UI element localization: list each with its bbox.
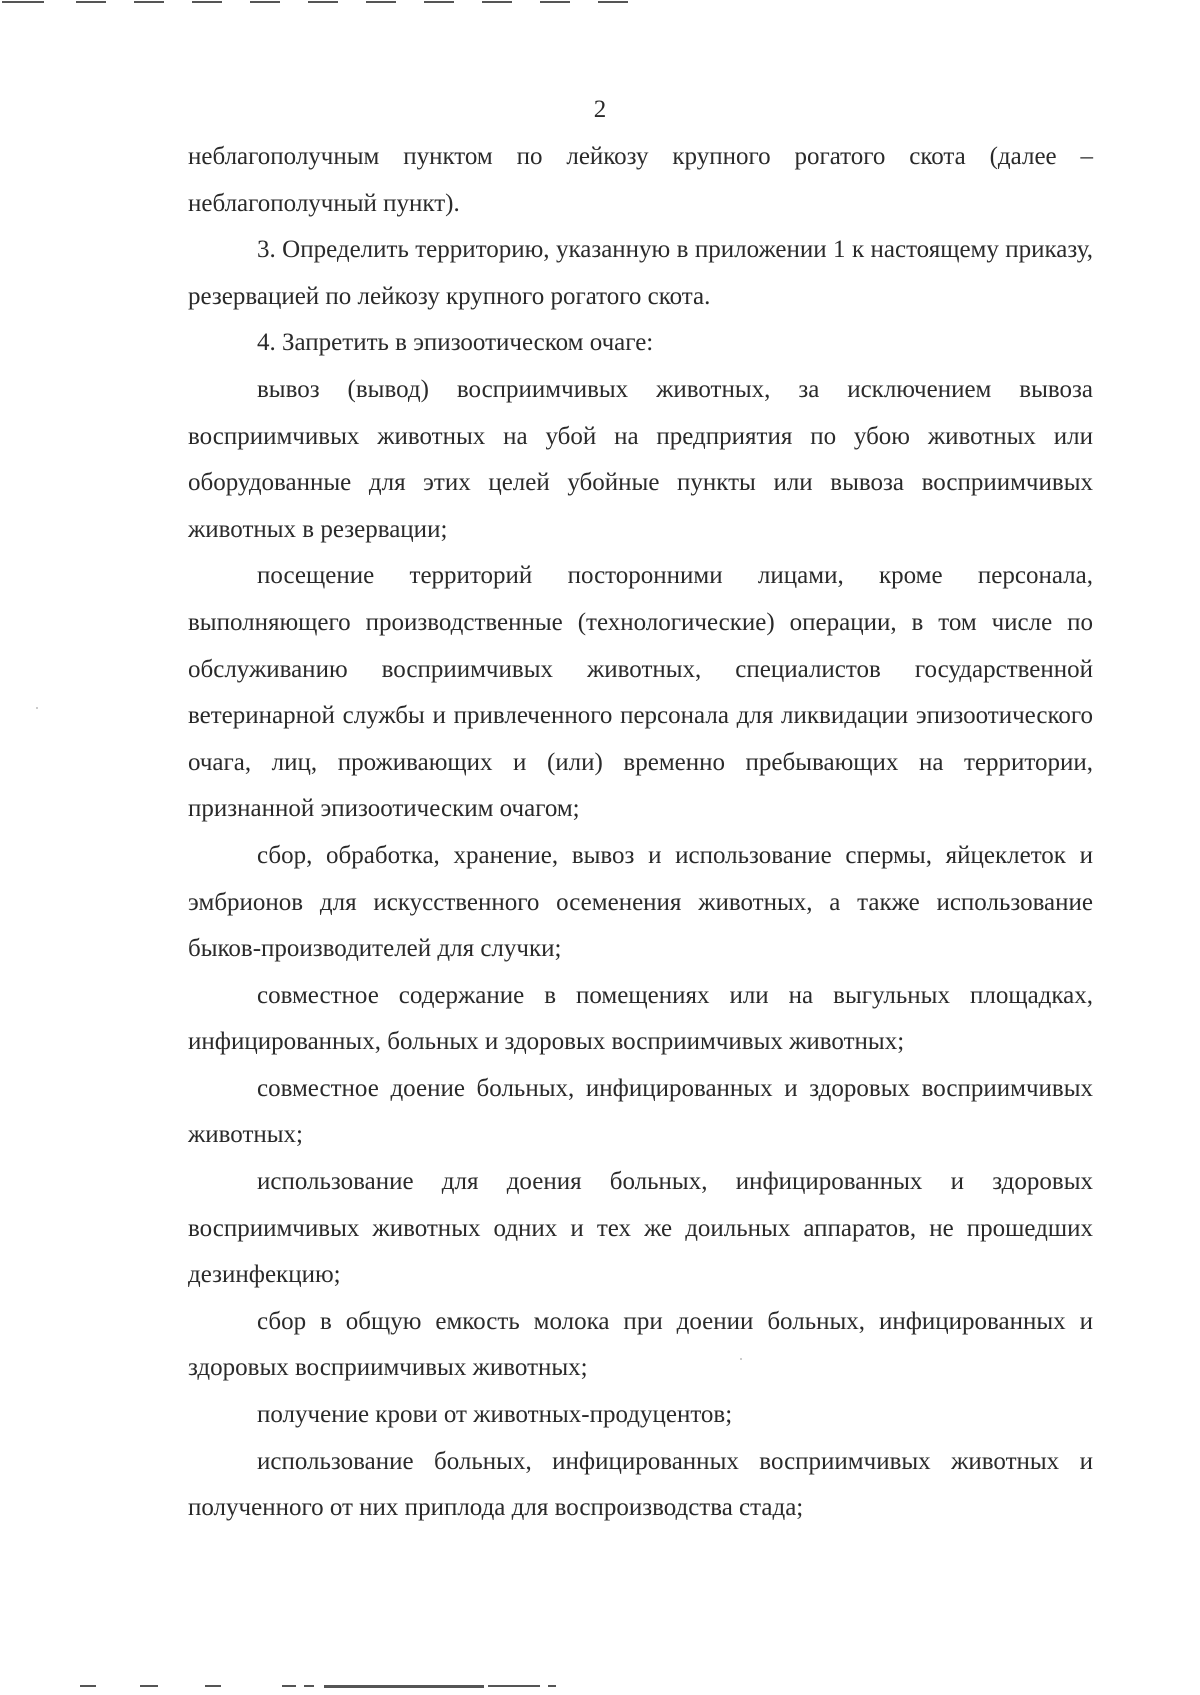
- paragraph-prohibition: совместное доение больных, инфицированных и здоровых восприимчивых животных;: [188, 1074, 1093, 1149]
- scan-dash: [134, 1, 164, 3]
- scan-dash: [482, 1, 512, 3]
- scan-dash: [140, 1685, 158, 1687]
- scan-dash: [598, 1, 628, 3]
- scan-dash: [366, 1, 396, 3]
- scan-bottom-edge-marks: [0, 1683, 600, 1689]
- scan-dash: [324, 1685, 484, 1688]
- paragraph-prohibition: получение крови от животных-продуцентов;: [257, 1401, 733, 1429]
- paragraph-prohibition: вывоз (вывод) восприимчивых животных, за исключением вывоза восприимчивых животных на убой на предприятия по убою животных или оборудованные для этих целей убойные пункты или вывоза восприимчивых животных в резервации;: [188, 375, 1093, 543]
- scan-dash: [304, 1685, 314, 1687]
- paragraph-item-4: 4. Запретить в эпизоотическом очаге:: [257, 329, 654, 357]
- scan-dash: [488, 1685, 540, 1687]
- scan-dash: [540, 1, 570, 3]
- document-body: [188, 134, 1093, 1532]
- paragraph-prohibition: сбор, обработка, хранение, вывоз и использование спермы, яйцеклеток и эмбрионов для искусственного осеменения животных, а также использование быков-производителей для случки;: [188, 841, 1093, 963]
- paragraph-prohibition: совместное содержание в помещениях или на выгульных площадках, инфицированных, больных и здоровых восприимчивых животных;: [188, 981, 1093, 1056]
- paragraph-item-3: 3. Определить территорию, указанную в приложении 1 к настоящему приказу, резервацией по лейкозу крупного рогатого скота.: [188, 236, 1093, 310]
- scan-dash: [282, 1685, 296, 1687]
- scan-dash: [192, 1, 222, 3]
- scan-dash: [80, 1685, 96, 1687]
- scan-dash: [205, 1685, 221, 1687]
- scan-dash: [548, 1685, 556, 1687]
- scan-dash: [76, 1, 106, 3]
- scan-top-edge-marks: [0, 0, 680, 4]
- scan-dash: [308, 1, 338, 3]
- paragraph-prohibition: сбор в общую емкость молока при доении больных, инфицированных и здоровых восприимчивых животных;: [188, 1307, 1093, 1382]
- page-number: 2: [593, 96, 607, 123]
- paragraph-prohibition: использование для доения больных, инфицированных и здоровых восприимчивых животных одних и тех же доильных аппаратов, не прошедших дезинфекцию;: [188, 1168, 1093, 1289]
- scan-dash: [250, 1, 280, 3]
- scan-dash: [2, 1, 44, 3]
- scan-speck: [36, 707, 38, 709]
- paragraph-prohibition: посещение территорий посторонними лицами, кроме персонала, выполняющего производственные (технологические) операции, в том числе по обслуживанию восприимчивых животных, специалистов государственной ветеринарной службы и привлеченного персонала для ликвидации эпизоотического очага, лиц, проживающих и (или) временно пребывающих на территории, признанной эпизоотическим очагом;: [188, 562, 1093, 823]
- scan-dash: [424, 1, 454, 3]
- paragraph-prohibition: использование больных, инфицированных восприимчивых животных и полученного от них приплода для воспроизводства стада;: [188, 1447, 1093, 1522]
- paragraph-continuation: неблагополучным пунктом по лейкозу крупного рогатого скота (далее – неблагополучный пункт).: [188, 143, 1093, 217]
- scan-speck: [740, 1358, 742, 1360]
